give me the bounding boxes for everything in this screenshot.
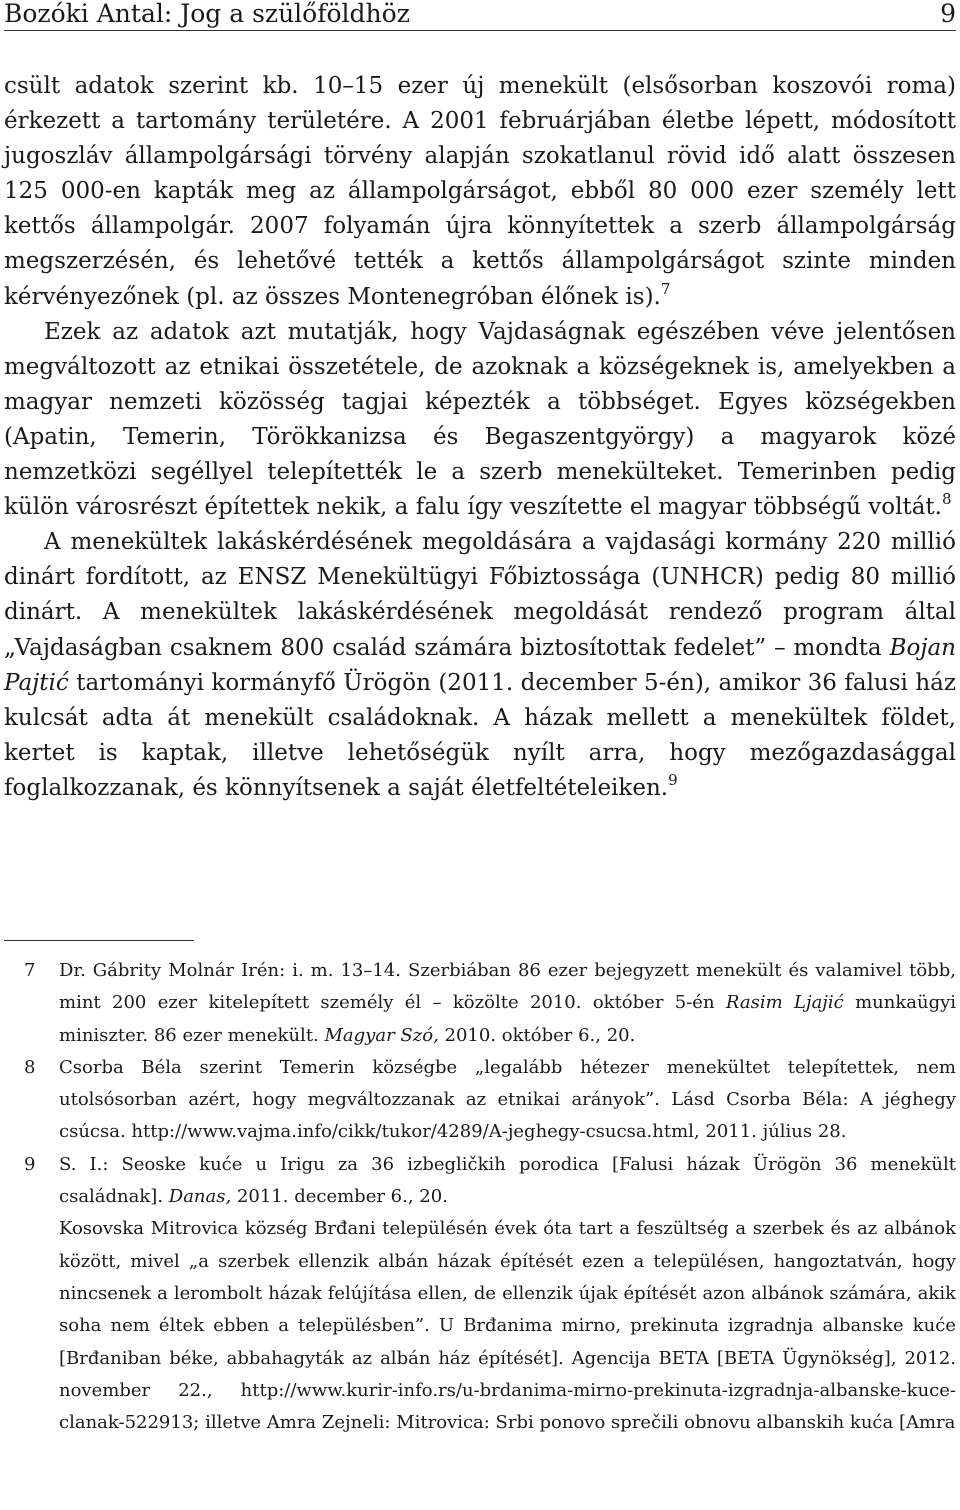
footnote-9-continuation: Kosovska Mitrovica község Brđani településén évek óta tart a feszültség a szerbek és az albánok között, mivel „a szerbek ellenzik albán házak építését ezen a településen, hangoztatván, hogy nincsenek a lerombolt házak felújítása ellen, de ellenzik újak építését azon albánok számára, akik soha nem éltek ebben a településben”. U Brđanima mirno, prekinuta izgradnja albanske kuće [Brđaniban béke, abbahagyták az albán ház építését]. Agencija BETA [BETA Ügynökség], 2012. november 22., http://www.kurir-info.rs/u-brdanima-mirno-prekinuta-izgradnja-albanske-kuce-clanak-522913; illetve Amra Zejneli: Mitrovica: Srbi ponovo sprečili obnovu albanskih kuća [Amra bbox=[59, 1218, 956, 1434]
footnote-7-text-c: munkaügyi miniszter. 86 ezer menekült. bbox=[59, 992, 957, 1046]
footnote-8 bbox=[24, 1052, 956, 1149]
footnote-9-source: Danas, bbox=[168, 1186, 232, 1208]
paragraph-1-text: csült adatok szerint kb. 10–15 ezer új menekült (elsősorban koszovói roma) érkezett a tartomány területére. A 2001 februárjában életbe lépett, módosított jugoszláv állampolgársági törvény alapján szokatlanul rövid idő alatt összesen 125 000-en kapták meg az állampolgárságot, ebből 80 000 ezer személy lett kettős állampolgár. 2007 folyamán újra könnyítettek a szerb állampolgárság megszerzésén, és lehetővé tették a kettős állampolgárságot szinte minden kérvényezőnek (pl. az összes Montenegróban élőnek is). bbox=[4, 73, 956, 310]
footnote-ref-8[interactable]: 8 bbox=[941, 490, 952, 509]
footnote-number: 9 bbox=[24, 1153, 36, 1175]
paragraph-3-text-a: A menekültek lakáskérdésének megoldására a vajdasági kormány 220 millió dinárt fordított, az ENSZ Menekültügyi Főbiztossága (UNHCR) pedig 80 millió dinárt. A menekültek lakáskérdésének megoldását rendező program által „Vajdaságban csaknem 800 család számára biztosítottak fedelet” – mondta bbox=[4, 529, 956, 661]
footnote-number: 7 bbox=[24, 960, 36, 981]
paragraph-2 bbox=[4, 315, 956, 526]
footnote-7-text-e: 2010. október 6., 20. bbox=[438, 1024, 636, 1046]
footnote-8-text: Csorba Béla szerint Temerin községbe „legalább hétezer menekültet telepítettek, nem utolsósorban azért, hogy megváltozzanak az etnikai arányok”. Lásd Csorba Béla: A jéghegy csúcsa. http://www.vajma.info/cikk/tukor/4289/A-jeghegy-csucsa.html, 2011. július 28. bbox=[59, 1056, 956, 1143]
paragraph-1 bbox=[4, 69, 956, 315]
page-number: 9 bbox=[940, 0, 956, 28]
footnote-ref-7[interactable]: 7 bbox=[660, 279, 671, 298]
paragraph-3-text-b: tartományi kormányfő Ürögön (2011. december 5-én), amikor 36 falusi ház kulcsát adta át menekült családoknak. A házak mellett a menekültek földet, kertet is kaptak, illetve lehetőségük nyílt arra, hogy mezőgazdasággal foglalkozzanak, és könnyítsenek a saját életfeltételeiken. bbox=[4, 669, 956, 801]
page-header bbox=[4, 0, 956, 31]
footnote-9-text-c: 2011. december 6., 20. bbox=[231, 1186, 448, 1208]
paragraph-3 bbox=[4, 525, 956, 806]
footnote-7 bbox=[24, 955, 956, 1052]
person-name-italic: Bojan Pajtić bbox=[4, 634, 956, 696]
footnote-9-text-a: S. I.: Seoske kuće u Irigu za 36 izbegličkih porodica [Falusi házak Ürögön 36 menekült családnak]. bbox=[59, 1153, 956, 1208]
footnote-7-name: Rasim Ljajić bbox=[725, 992, 844, 1014]
running-head: Bozóki Antal: Jog a szülőföldhöz bbox=[4, 0, 410, 28]
footnote-separator bbox=[4, 940, 194, 941]
footnote-number: 8 bbox=[24, 1056, 36, 1078]
footnote-ref-9[interactable]: 9 bbox=[668, 770, 678, 789]
footnote-7-source: Magyar Szó, bbox=[324, 1024, 439, 1046]
body-text bbox=[4, 69, 956, 806]
footnote-7-text-a: Dr. Gábrity Molnár Irén: i. m. 13–14. Szerbiában 86 ezer bejegyzett menekült és valamivel több, mint 200 ezer kitelepített személy él – közölte 2010. október 5-én bbox=[59, 960, 956, 1014]
footnote-9 bbox=[24, 1149, 956, 1214]
footnotes bbox=[24, 955, 956, 1439]
paragraph-2-text: Ezek az adatok azt mutatják, hogy Vajdaságnak egészében véve jelentősen megváltozott az etnikai összetétele, de azoknak a községeknek is, amelyekben a magyar nemzeti közösség tagjai képezték a többséget. Egyes községekben (Apatin, Temerin, Törökkanizsa és Begaszentgyörgy) a magyarok közé nemzetközi segéllyel telepítették le a szerb menekülteket. Temerinben pedig külön városrészt építettek nekik, a falu így veszítette el magyar többségű voltát. bbox=[4, 318, 956, 521]
